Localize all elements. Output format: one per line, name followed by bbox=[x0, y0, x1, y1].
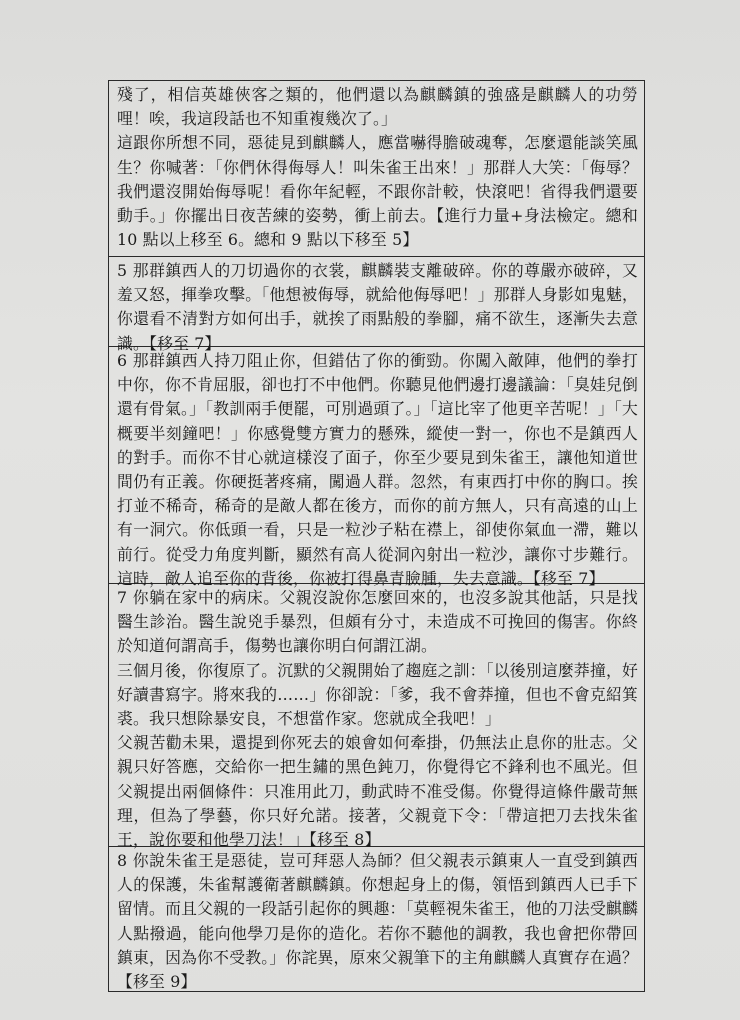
paragraph: 5 那群鎮西人的刀切過你的衣裳，麒麟裝支離破碎。你的尊嚴亦破碎，又羞又怒，揮拳攻擊。「他想被侮辱，就給他侮辱吧！」那群人身影如鬼魅，你還看不清對方如何出手，就挨了雨點般的拳腳，痛不欲生，逐漸失去意識。【移至 7】 bbox=[117, 261, 638, 353]
story-table bbox=[108, 80, 645, 992]
paragraph: 這跟你所想不同，惡徒見到麒麟人，應當嚇得膽破魂奪，怎麼還能談笑風生？你喊著：「你們休得侮辱人！叫朱雀王出來！」那群人大笑：「侮辱？我們還沒開始侮辱呢！看你年紀輕，不跟你計較，快滾吧！省得我們還要動手。」你擺出日夜苦練的姿勢，衝上前去。【進行力量+身法檢定。總和 10 點以上移至 6。總和 9 點以下移至 5】 bbox=[117, 133, 638, 250]
section-cell-5 bbox=[109, 256, 644, 353]
paragraph: 7 你躺在家中的病床。父親沒說你怎麼回來的，也沒多說其他話，只是找醫生診治。醫生說兇手暴烈，但頗有分寸，未造成不可挽回的傷害。你終於知道何謂高手，傷勢也讓你明白何謂江湖。 bbox=[117, 588, 638, 656]
paragraph: 父親苦勸未果，還提到你死去的娘會如何牽掛，仍無法止息你的壯志。父親只好答應，交給你一把生鏽的黑色鈍刀，你覺得它不鋒利也不風光。但父親提出兩個條件：只准用此刀，動武時不准受傷。你覺得這條件嚴苛無理，但為了學藝，你只好允諾。接著，父親竟下令：「帶這把刀去找朱雀王，說你要和他學刀法！」【移至 8】 bbox=[117, 733, 638, 850]
section-cell-7 bbox=[109, 583, 644, 850]
paragraph: 殘了，相信英雄俠客之類的，他們還以為麒麟鎮的強盛是麒麟人的功勞哩！唉，我這段話也不知重複幾次了。」 bbox=[117, 85, 638, 129]
section-cell-4-continued bbox=[109, 81, 644, 256]
section-cell-8 bbox=[109, 846, 644, 991]
paragraph: 三個月後，你復原了。沉默的父親開始了趨庭之訓：「以後別這麼莽撞，好好讀書寫字。將來我的……」你卻說：「爹，我不會莽撞，但也不會克紹箕裘。我只想除暴安良，不想當作家。您就成全我吧！」 bbox=[117, 660, 638, 729]
paragraph: 6 那群鎮西人持刀阻止你，但錯估了你的衝勁。你闖入敵陣，他們的拳打中你，你不肯屈服，卻也打不中他們。你聽見他們邊打邊議論：「臭娃兒倒還有骨氣。」「教訓兩手便罷，可別過頭了。」「這比宰了他更辛苦呢！」「大概要半刻鐘吧！」你感覺雙方實力的懸殊，縱使一對一，你也不是鎮西人的對手。而你不甘心就這樣沒了面子，你至少要見到朱雀王，讓他知道世間仍有正義。你硬挺著疼痛，闖過人群。忽然，有東西打中你的胸口。挨打並不稀奇，稀奇的是敵人都在後方，而你的前方無人，只有高遠的山上有一洞穴。你低頭一看，只是一粒沙子粘在襟上，卻使你氣血一滯，難以前行。從受力角度判斷，顯然有高人從洞內射出一粒沙，讓你寸步難行。這時，敵人追至你的背後，你被打得鼻青臉腫，失去意識。【移至 7】 bbox=[117, 351, 638, 588]
paragraph: 8 你說朱雀王是惡徒，豈可拜惡人為師？但父親表示鎮東人一直受到鎮西人的保護，朱雀幫護衛著麒麟鎮。你想起身上的傷，領悟到鎮西人已手下留情。而且父親的一段話引起你的興趣：「莫輕視朱雀王，他的刀法受麒麟人點撥過，能向他學刀是你的造化。若你不聽他的調教，我也會把你帶回鎮東，因為你不受教。」你詫異，原來父親筆下的主角麒麟人真實存在過？【移至 9】 bbox=[117, 851, 638, 992]
section-cell-6 bbox=[109, 346, 644, 588]
